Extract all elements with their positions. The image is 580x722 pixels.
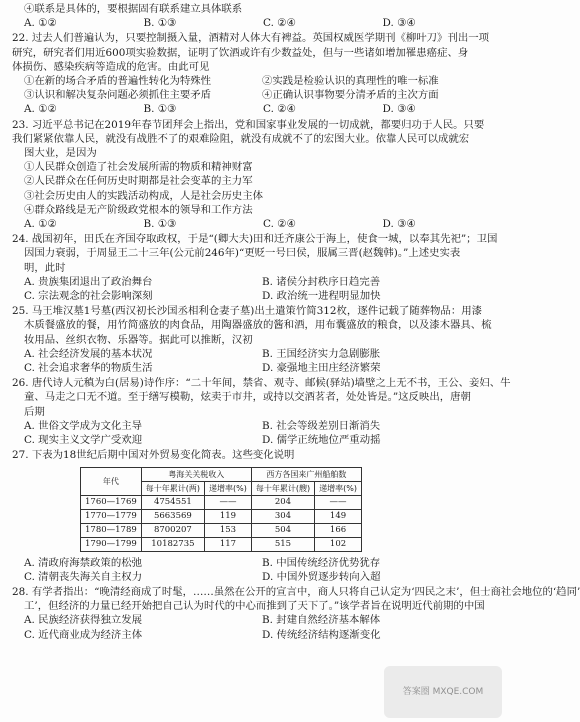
option-a: A. 清政府海禁政策的松弛: [24, 556, 143, 569]
watermark-logo: 答案圈 MXQE.COM: [384, 666, 502, 718]
table-cell: ——: [205, 495, 252, 509]
table-cell: 119: [205, 509, 252, 523]
question-stem: 24. 战国初年，田氏在齐国夺取政权，于是“(卿大夫)田和迁齐康公于海上，使食一城，以奉其先祀”；卫国: [12, 233, 498, 246]
table-header-row: [81, 467, 362, 481]
option-d: D. 中国外贸逐步转向入超: [262, 570, 381, 583]
option-c: C. ②④: [263, 17, 296, 30]
choice-row: [12, 433, 502, 447]
question-stem: 25. 马王堆汉墓1号墓(西汉初长沙国丞相利仓妻子墓)出土遣策竹简312枚，逐件记载了随葬物品：用漆: [12, 305, 482, 318]
option-b: B. 诸侯分封秩序日趋完善: [262, 275, 381, 288]
table-cell: 1760—1769: [81, 495, 142, 509]
question-stem: 我们紧紧依靠人民，就没有战胜不了的艰难险阻，就没有成就不了的宏图大业。依靠人民可以成就宏: [12, 132, 470, 145]
table-cell: 153: [205, 523, 252, 537]
table-cell: 515: [251, 537, 314, 551]
table-cell: 149: [315, 509, 362, 523]
table-cell: 1780—1789: [81, 523, 142, 537]
choice-item: ②人民群众在任何历史时期都是社会变革的主力军: [24, 175, 253, 188]
question-stem: 27. 下表为18世纪后期中国对外贸易变化简表。这些变化说明: [12, 449, 295, 462]
option-a: A. ①②: [24, 17, 57, 30]
question-stem: 木质餐盛放的餐，用竹简盛放的肉食品，用陶器盛放的酱和酒，用布囊盛放的粮食，以及漆木器具、梳: [24, 319, 492, 332]
choice-item: ③社会历史由人的实践活动构成，人是社会历史主体: [24, 189, 263, 202]
choice-item: ③认识和解决复杂问题必须抓住主要矛盾: [24, 89, 212, 102]
table-cell: 504: [251, 523, 314, 537]
choice-row: [12, 289, 502, 303]
table-cell: 117: [205, 537, 252, 551]
question-stem: 28. 有学者指出：“晚清经商成了时髦，……虽然在公开的宣言中，商人只将自己认定为‘四民之末’，但士商社会地位的‘趋同’: [12, 585, 580, 598]
table-header: 年代: [81, 467, 142, 495]
table-header: 每十年累计(两): [141, 481, 204, 495]
question-stem: 工’，但经济的力量已经开始把自己认为时代的中心而推到了天下了。”该学者旨在说明近代前期的中国: [24, 600, 485, 613]
option-b: B. ①③: [143, 103, 177, 116]
question-stem: 妆用品、丝织衣物、乐器等。据此可以推断，汉初: [24, 333, 253, 346]
choice-row: [12, 628, 502, 642]
option-c: C. ②④: [263, 103, 296, 116]
option-b: B. 封建自然经济基本解体: [262, 614, 381, 627]
table-header: 西方各国来广州船舶数: [251, 467, 361, 481]
table-cell: 5663569: [141, 509, 204, 523]
question-stem: 图大业，是因为: [24, 147, 97, 160]
option-d: D. 豪强地主田庄经济繁荣: [262, 362, 381, 375]
table-cell: 102: [315, 537, 362, 551]
prev-question-tail: [12, 2, 502, 30]
option-b: B. 社会等级差别日渐消失: [262, 419, 381, 432]
option-b: B. ①③: [143, 218, 177, 231]
option-a: A. 世俗文学成为文化主导: [24, 419, 143, 432]
option-d: D. 政治统一进程明显加快: [262, 290, 381, 303]
table-cell: 1770—1779: [81, 509, 142, 523]
choice-item: ②实践是检验认识的真理性的唯一标准: [262, 75, 439, 88]
question-stem: 22. 过去人们普遍认为，只要控制摄入量，酒精对人体大有裨益。英国权威医学期刊《柳叶刀》刊出一项: [12, 32, 490, 45]
table-row: [81, 509, 362, 523]
option-c: C. 清朝丧失海关自主权力: [24, 570, 143, 583]
question-stem: 明，此时: [24, 261, 66, 274]
option-c: C. 现实主义文学广受欢迎: [24, 434, 143, 447]
exam-page: [12, 2, 580, 642]
answer-options: [12, 16, 502, 30]
table-header: 递增率(%): [205, 481, 252, 495]
option-c: C. 宗法观念的社会影响深刻: [24, 290, 153, 303]
choice-row: [12, 361, 502, 375]
question-22: [12, 31, 502, 116]
question-24: [12, 232, 502, 303]
option-d: D. 儒学正统地位严重动摇: [262, 434, 381, 447]
table-row: [81, 495, 362, 509]
table-row: [81, 537, 362, 551]
question-stem: 研究，研究者们用近600项实验数据，证明了饮酒或许有少数益处，但与一些诸如增加罹患癌症、身: [12, 46, 469, 59]
choice-item: ①在新的场合矛盾的普遍性转化为特殊性: [24, 75, 212, 88]
option-a: A. 社会经济发展的基本状况: [24, 347, 153, 360]
table-header: 每十年累计(艘): [251, 481, 314, 495]
option-d: D. ③④: [382, 103, 416, 116]
answer-options: [12, 217, 502, 231]
option-a: A. ①②: [24, 103, 57, 116]
choice-row: [12, 556, 502, 570]
choice-row: [12, 74, 502, 88]
choice-row: [12, 613, 502, 627]
question-27: [12, 448, 502, 584]
question-stem: 后期: [24, 405, 45, 418]
table-row: [81, 523, 362, 537]
option-c: C. 近代商业成为经济主体: [24, 628, 143, 641]
choice-row: [12, 570, 502, 584]
question-stem: 体损伤、感染疾病等造成的危害。由此可见: [12, 60, 210, 73]
table-cell: 10182735: [141, 537, 204, 551]
table-header: 粤海关关税收入: [141, 467, 251, 481]
question-28: [12, 585, 580, 642]
option-d: D. ③④: [382, 17, 416, 30]
table-header: 递增率(%): [315, 481, 362, 495]
option-a: A. 贵族集团退出了政治舞台: [24, 275, 153, 288]
table-cell: ——: [315, 495, 362, 509]
question-stem: 因国力衰弱，于周显王二十三年(公元前246年)“更贬一号曰侯，服属三晋(赵魏韩)。”上述史实表: [24, 247, 461, 260]
question-stem: 26. 唐代诗人元稹为白(居易)诗作序：“二十年间，禁省、观寺、邮候(驿站)墙壁之上无不书，王公、妾妇、牛: [12, 377, 511, 390]
option-b: B. ①③: [143, 17, 177, 30]
option-d: D. 传统经济结构逐渐变化: [262, 628, 381, 641]
option-c: C. ②④: [263, 218, 296, 231]
option-b: B. 中国传统经济优势犹存: [262, 556, 381, 569]
choice-row: [12, 88, 502, 102]
question-23: [12, 118, 502, 232]
question-26: [12, 376, 511, 447]
question-stem: 23. 习近平总书记在2019年春节团拜会上指出，党和国家事业发展的一切成就，都要归功于人民。只要: [12, 118, 485, 131]
question-stem: 童、马走之口无不道。至于缮写模勒，炫卖于市井，或持以交酒茗者，处处皆是。”这反映出，唐朝: [24, 391, 471, 404]
choice-line: ④联系是具体的，要根据固有联系建立具体联系: [24, 3, 243, 15]
answer-options: [12, 102, 502, 116]
table-cell: 304: [251, 509, 314, 523]
trade-table: [80, 467, 362, 552]
choice-row: [12, 347, 502, 361]
choice-row: [12, 275, 502, 289]
choice-item: ①人民群众创造了社会发展所需的物质和精神财富: [24, 161, 253, 174]
choice-row: [12, 419, 502, 433]
option-c: C. 社会追求奢华的物质生活: [24, 362, 153, 375]
table-cell: 1790—1799: [81, 537, 142, 551]
table-cell: 4754551: [141, 495, 204, 509]
option-b: B. 王国经济实力急剧膨胀: [262, 347, 381, 360]
table-cell: 166: [315, 523, 362, 537]
option-d: D. ③④: [382, 218, 416, 231]
table-cell: 8700207: [141, 523, 204, 537]
option-a: A. 民族经济获得独立发展: [24, 614, 143, 627]
choice-item: ④正确认识事物要分清矛盾的主次方面: [262, 89, 439, 102]
table-cell: 204: [251, 495, 314, 509]
option-a: A. ①②: [24, 218, 57, 231]
question-25: [12, 304, 502, 375]
choice-item: ④群众路线是无产阶级政党根本的领导和工作方法: [24, 203, 253, 216]
